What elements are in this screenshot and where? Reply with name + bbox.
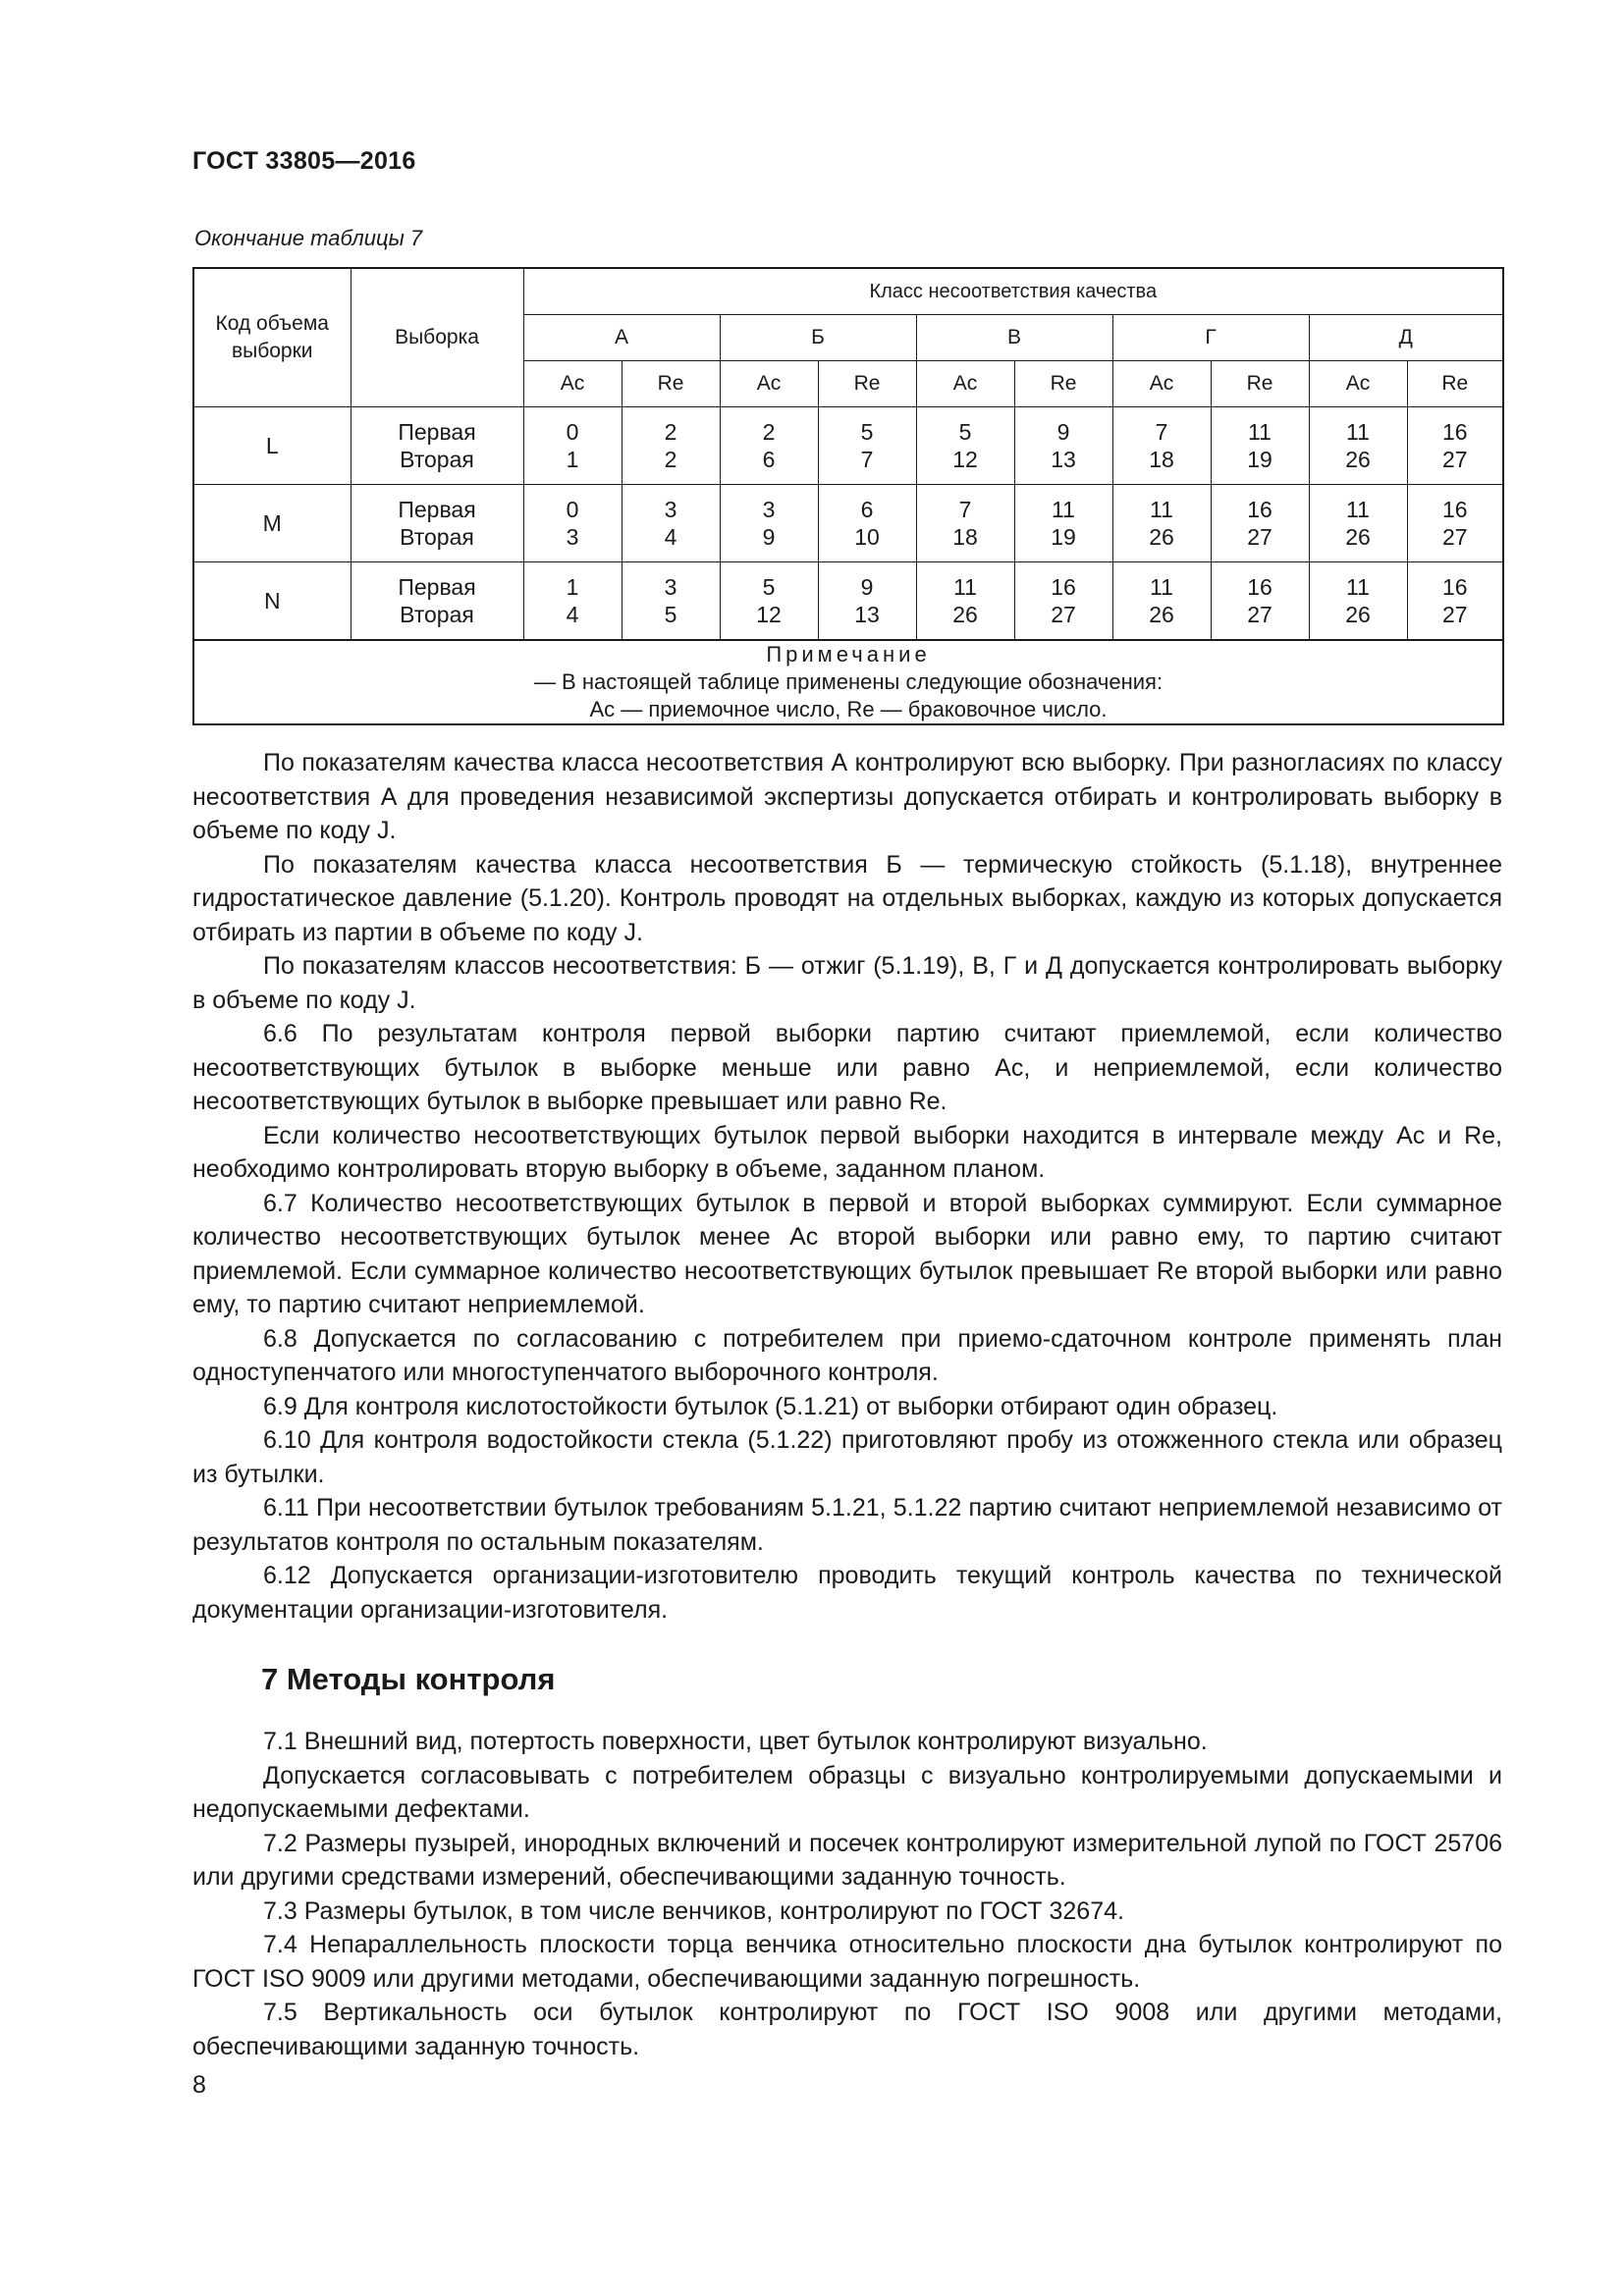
header-re: Re bbox=[622, 360, 720, 406]
acceptance-number-cell: 1 4 bbox=[523, 561, 622, 640]
paragraph: Допускается согласовывать с потребителем образцы с визуально контролируемыми допускаемыми и недопускаемыми дефектами. bbox=[192, 1761, 1502, 1823]
table-note bbox=[193, 640, 1503, 724]
acceptance-number-cell: 0 3 bbox=[523, 484, 622, 561]
rejection-number-cell: 9 13 bbox=[818, 561, 916, 640]
paragraphs-section-6 bbox=[192, 746, 1502, 1627]
header-class: Г bbox=[1112, 314, 1309, 360]
rejection-number-cell: 11 19 bbox=[1211, 406, 1309, 484]
rejection-number-cell: 3 4 bbox=[622, 484, 720, 561]
rejection-number-cell: 16 27 bbox=[1407, 406, 1503, 484]
paragraph: Если количество несоответствующих бутылок первой выборки находится в интервале между Ac и Re, необходимо контролировать вторую выборку в объеме, заданном планом. bbox=[192, 1121, 1502, 1183]
header-re: Re bbox=[818, 360, 916, 406]
acceptance-number-cell: 11 26 bbox=[1112, 561, 1211, 640]
section-heading: 7 Методы контроля bbox=[261, 1662, 556, 1696]
paragraph: 6.11 При несоответствии бутылок требованиям 5.1.21, 5.1.22 партию считают неприемлемой независимо от результатов контроля по остальным показателям. bbox=[192, 1494, 1502, 1556]
acceptance-number-cell: 0 1 bbox=[523, 406, 622, 484]
table-row bbox=[193, 484, 1503, 561]
table-row bbox=[193, 406, 1503, 484]
header-class: А bbox=[523, 314, 720, 360]
header-class: В bbox=[916, 314, 1112, 360]
sampling-plan-table bbox=[192, 267, 1504, 725]
paragraph: 7.5 Вертикальность оси бутылок контролируют по ГОСТ ISO 9008 или другими методами, обеспечивающими заданную точность. bbox=[192, 1999, 1502, 2060]
note-line-1: — В настоящей таблице применены следующие обозначения: bbox=[533, 668, 1164, 694]
paragraph: По показателям качества класса несоответствия А контролируют всю выборку. При разногласиях по классу несоответствия А для проведения независимой экспертизы допускается отбирать и контролировать выборку в объеме по коду J. bbox=[192, 749, 1502, 844]
acceptance-number-cell: 3 9 bbox=[720, 484, 818, 561]
header-re: Re bbox=[1211, 360, 1309, 406]
table-caption: Окончание таблицы 7 bbox=[194, 226, 423, 250]
rejection-number-cell: 16 27 bbox=[1014, 561, 1112, 640]
acceptance-number-cell: 11 26 bbox=[1309, 561, 1407, 640]
header-class: Д bbox=[1309, 314, 1503, 360]
rejection-number-cell: 5 7 bbox=[818, 406, 916, 484]
rejection-number-cell: 6 10 bbox=[818, 484, 916, 561]
header-ac: Ac bbox=[1112, 360, 1211, 406]
page-number: 8 bbox=[192, 2071, 206, 2099]
header-re: Re bbox=[1014, 360, 1112, 406]
table-row bbox=[193, 561, 1503, 640]
rejection-number-cell: 9 13 bbox=[1014, 406, 1112, 484]
paragraph: 6.7 Количество несоответствующих бутылок в первой и второй выборках суммируют. Если суммарное количество несоответствующих бутылок менее Ac второй выборки или равно ему, то партию считают приемлемой. Если суммарное количество несоответствующих бутылок превышает Re второй выборки или равно ему, то партию считают неприемлемой. bbox=[192, 1189, 1502, 1318]
sample-size-code: N bbox=[193, 561, 351, 640]
sample-size-code: M bbox=[193, 484, 351, 561]
rejection-number-cell: 16 27 bbox=[1407, 561, 1503, 640]
sample-size-code: L bbox=[193, 406, 351, 484]
paragraph: 6.8 Допускается по согласованию с потребителем при приемо-сдаточном контроле применять план одноступенчатого или многоступенчатого выборочного контроля. bbox=[192, 1324, 1502, 1386]
note-label: Примечание bbox=[766, 641, 931, 667]
acceptance-number-cell: 11 26 bbox=[916, 561, 1014, 640]
rejection-number-cell: 11 19 bbox=[1014, 484, 1112, 561]
paragraph: По показателям качества класса несоответствия Б — термическую стойкость (5.1.18), внутреннее гидростатическое давление (5.1.20). Контроль проводят на отдельных выборках, каждую из которых допускается отбирать из партии в объеме по коду J. bbox=[192, 850, 1502, 946]
header-code-of-sample-size: Код объема выборки bbox=[193, 268, 351, 406]
document-header: ГОСТ 33805—2016 bbox=[192, 147, 416, 175]
paragraph: 7.2 Размеры пузырей, инородных включений и посечек контролируют измерительной лупой по ГОСТ 25706 или другими средствами измерений, обеспечивающими заданную точность. bbox=[192, 1829, 1502, 1891]
sample-labels: Первая Вторая bbox=[351, 406, 523, 484]
rejection-number-cell: 16 27 bbox=[1211, 484, 1309, 561]
acceptance-number-cell: 5 12 bbox=[916, 406, 1014, 484]
paragraphs-section-7 bbox=[192, 1725, 1502, 2063]
rejection-number-cell: 2 2 bbox=[622, 406, 720, 484]
paragraph: 7.3 Размеры бутылок, в том числе венчиков, контролируют по ГОСТ 32674. bbox=[263, 1896, 1124, 1925]
sample-labels: Первая Вторая bbox=[351, 484, 523, 561]
acceptance-number-cell: 11 26 bbox=[1309, 484, 1407, 561]
acceptance-number-cell: 5 12 bbox=[720, 561, 818, 640]
paragraph: 6.10 Для контроля водостойкости стекла (5.1.22) приготовляют пробу из отожженного стекла или образец из бутылки. bbox=[192, 1426, 1502, 1488]
body-text bbox=[192, 746, 1502, 2063]
acceptance-number-cell: 11 26 bbox=[1112, 484, 1211, 561]
sample-labels: Первая Вторая bbox=[351, 561, 523, 640]
header-ac: Ac bbox=[523, 360, 622, 406]
paragraph: 6.9 Для контроля кислотостойкости бутылок (5.1.21) от выборки отбирают один образец. bbox=[263, 1392, 1278, 1420]
paragraph: По показателям классов несоответствия: Б — отжиг (5.1.19), В, Г и Д допускается контролировать выборку в объеме по коду J. bbox=[192, 952, 1502, 1014]
header-class: Б bbox=[720, 314, 916, 360]
paragraph: 7.4 Непараллельность плоскости торца венчика относительно плоскости дна бутылок контролируют по ГОСТ ISO 9009 или другими методами, обеспечивающими заданную погрешность. bbox=[192, 1931, 1502, 1993]
acceptance-number-cell: 11 26 bbox=[1309, 406, 1407, 484]
note-line-2: Ac — приемочное число, Re — браковочное число. bbox=[589, 696, 1108, 721]
header-re: Re bbox=[1407, 360, 1503, 406]
header-ac: Ac bbox=[916, 360, 1014, 406]
acceptance-number-cell: 2 6 bbox=[720, 406, 818, 484]
header-ac: Ac bbox=[1309, 360, 1407, 406]
acceptance-number-cell: 7 18 bbox=[916, 484, 1014, 561]
header-sample: Выборка bbox=[351, 268, 523, 406]
rejection-number-cell: 16 27 bbox=[1211, 561, 1309, 640]
header-quality-class: Класс несоответствия качества bbox=[523, 268, 1503, 314]
acceptance-number-cell: 7 18 bbox=[1112, 406, 1211, 484]
paragraph: 6.12 Допускается организации-изготовителю проводить текущий контроль качества по технической документации организации-изготовителя. bbox=[192, 1562, 1502, 1624]
header-ac: Ac bbox=[720, 360, 818, 406]
paragraph: 6.6 По результатам контроля первой выборки партию считают приемлемой, если количество несоответствующих бутылок в выборке меньше или равно Ac, и неприемлемой, если количество несоответствующих бутылок в выборке превышает или равно Re. bbox=[192, 1020, 1502, 1115]
rejection-number-cell: 16 27 bbox=[1407, 484, 1503, 561]
rejection-number-cell: 3 5 bbox=[622, 561, 720, 640]
paragraph: 7.1 Внешний вид, потертость поверхности, цвет бутылок контролируют визуально. bbox=[263, 1728, 1208, 1755]
